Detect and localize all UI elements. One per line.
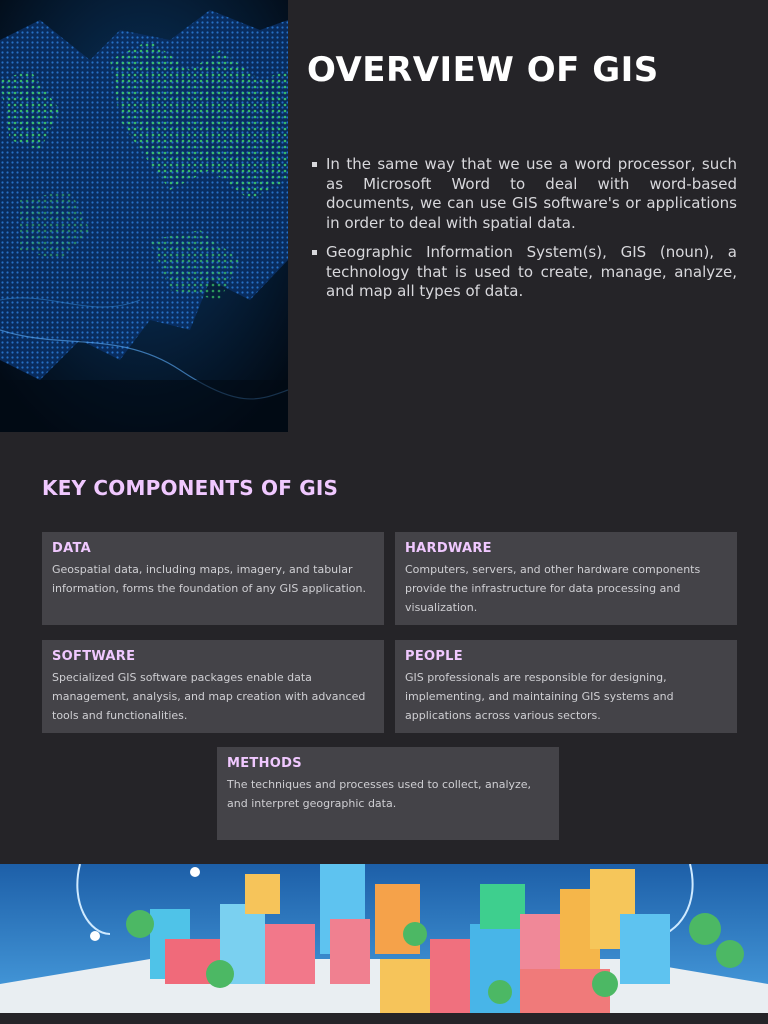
card-title: SOFTWARE — [52, 649, 136, 664]
card-title: HARDWARE — [405, 541, 492, 556]
overview-bullet-list — [310, 155, 737, 312]
smart-city-image — [0, 864, 768, 1013]
overview-bullet — [310, 155, 737, 233]
section-title: KEY COMPONENTS OF GIS — [42, 476, 339, 500]
component-card-software — [42, 640, 384, 733]
card-text: GIS professionals are responsible for designing, implementing, and maintaining GIS systems and applications across various sectors. — [405, 671, 674, 722]
component-card-people — [395, 640, 737, 733]
card-text: The techniques and processes used to collect, analyze, and interpret geographic data. — [227, 778, 532, 810]
overview-bullet — [310, 243, 737, 302]
card-title: PEOPLE — [405, 649, 463, 664]
bottom-bar — [0, 1013, 768, 1024]
square-bullet-icon — [312, 162, 317, 167]
overview-bullet-text: In the same way that we use a word processor, such as Microsoft Word to deal with word-based documents, we can use GIS software's or applications in order to deal with spatial data. — [326, 155, 737, 232]
component-card-data — [42, 532, 384, 625]
card-title: METHODS — [227, 756, 302, 771]
card-text: Specialized GIS software packages enable data management, analysis, and map creation with advanced tools and functionalities. — [52, 671, 366, 722]
overview-bullet-text: Geographic Information System(s), GIS (noun), a technology that is used to create, manage, analyze, and map all types of data. — [326, 243, 737, 300]
component-card-methods — [217, 747, 559, 840]
europe-map-image — [0, 0, 288, 432]
page-title: OVERVIEW OF GIS — [307, 50, 659, 90]
square-bullet-icon — [312, 250, 317, 255]
card-text: Geospatial data, including maps, imagery, and tabular information, forms the foundation of any GIS application. — [52, 563, 366, 595]
component-card-hardware — [395, 532, 737, 625]
card-title: DATA — [52, 541, 91, 556]
card-text: Computers, servers, and other hardware components provide the infrastructure for data processing and visualization. — [405, 563, 701, 614]
